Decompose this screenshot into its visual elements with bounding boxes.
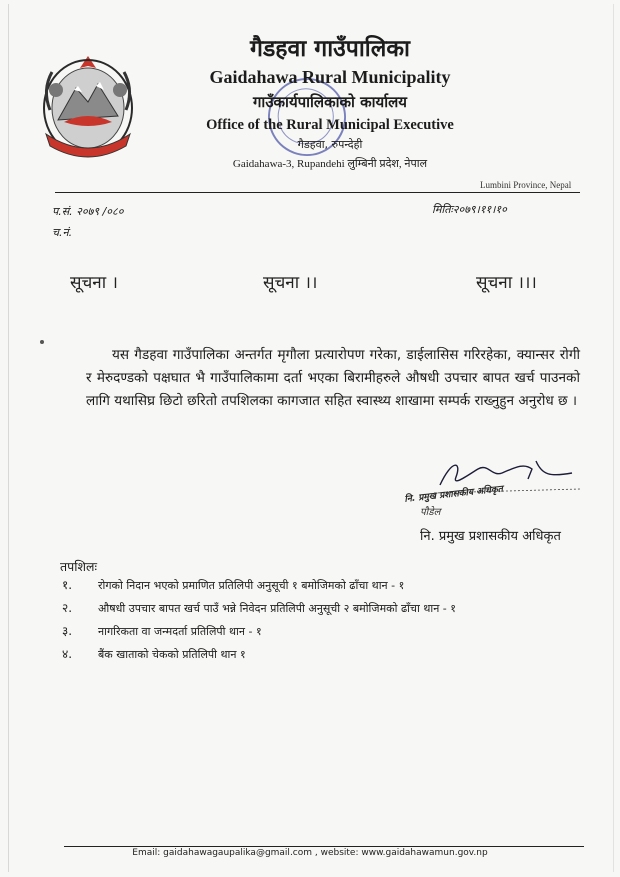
footer-divider: [64, 846, 584, 847]
list-item: [60, 643, 600, 666]
list-item: [60, 620, 600, 643]
municipality-title-ne: गैडहवा गाउँपालिका: [250, 36, 410, 62]
reference-number: प.सं. २०७९ /०८०: [52, 205, 124, 218]
signatory-title: नि. प्रमुख प्रशासकीय अधिकृत: [420, 529, 561, 544]
list-item-text: औषधी उपचार बापत खर्च पाउँ भन्ने निवेदन प्रतिलिपी अनुसूची २ बमोजिमको ढाँचा थान - १: [98, 602, 456, 615]
office-title-en: Office of the Rural Municipal Executive: [206, 117, 454, 133]
list-item-text: रोगको निदान भएको प्रमाणित प्रतिलिपी अनुसूची १ बमोजिमको ढाँचा थान - १: [98, 579, 405, 592]
footer-contact: Email: gaidahawagaupalika@gmail.com , website: www.gaidahawamun.gov.np: [132, 848, 488, 858]
notice-body: यस गैडहवा गाउँपालिका अन्तर्गत मृगौला प्रत्यारोपण गरेका, डाईलासिस गरिरहेका, क्यान्सर रोगी र मेरुदण्डको पक्षघात भै गाउँपालिकामा दर्ता भएका बिरामीहरुले औषधी उपचार बापत खर्च पाउनको लागि यथासिघ्र छिटो छरितो तपशिलका कागजात सहित स्वास्थ्य शाखामा सम्पर्क राख्नुहुन अनुरोध छ ।: [86, 347, 580, 409]
notice-heading-2: सूचना ।।: [263, 273, 318, 293]
list-item-number: ३.: [62, 624, 73, 638]
municipality-title-en: Gaidahawa Rural Municipality: [209, 67, 451, 87]
list-item: [60, 574, 600, 597]
header-divider: [55, 192, 580, 193]
list-item-number: १.: [62, 578, 73, 592]
office-title-ne: गाउँकार्यपालिकाको कार्यालय: [252, 93, 407, 111]
letter-date: मितिः२०७९।११।१०: [432, 203, 507, 216]
punch-mark: [40, 340, 44, 344]
details-list: [60, 574, 600, 666]
list-item-text: बैंक खाताको चेकको प्रतिलिपी थान १: [98, 648, 246, 661]
notice-heading-1: सूचना ।: [70, 273, 118, 293]
notice-heading-3: सूचना ।।।: [476, 273, 537, 293]
nepal-emblem-icon: [38, 50, 138, 165]
letterhead: [150, 34, 510, 174]
dispatch-number: च.नं.: [52, 226, 73, 239]
signatory-name: पौडेल: [420, 507, 441, 518]
list-item-number: २.: [62, 601, 73, 615]
location-ne: गैडहवा, रुपन्देही: [297, 138, 363, 151]
list-item-text: नागरिकता वा जन्मदर्ता प्रतिलिपी थान - १: [98, 625, 262, 638]
list-item-number: ४.: [62, 647, 73, 661]
province-label: Lumbini Province, Nepal: [480, 180, 572, 190]
address-line: Gaidahawa-3, Rupandehi लुम्बिनी प्रदेश, नेपाल: [232, 158, 428, 170]
signature-stamp-text: नि. प्रमुख प्रशासकीय अधिकृत: [404, 484, 504, 505]
details-heading: तपशिलः: [60, 559, 97, 574]
list-item: [60, 597, 600, 620]
